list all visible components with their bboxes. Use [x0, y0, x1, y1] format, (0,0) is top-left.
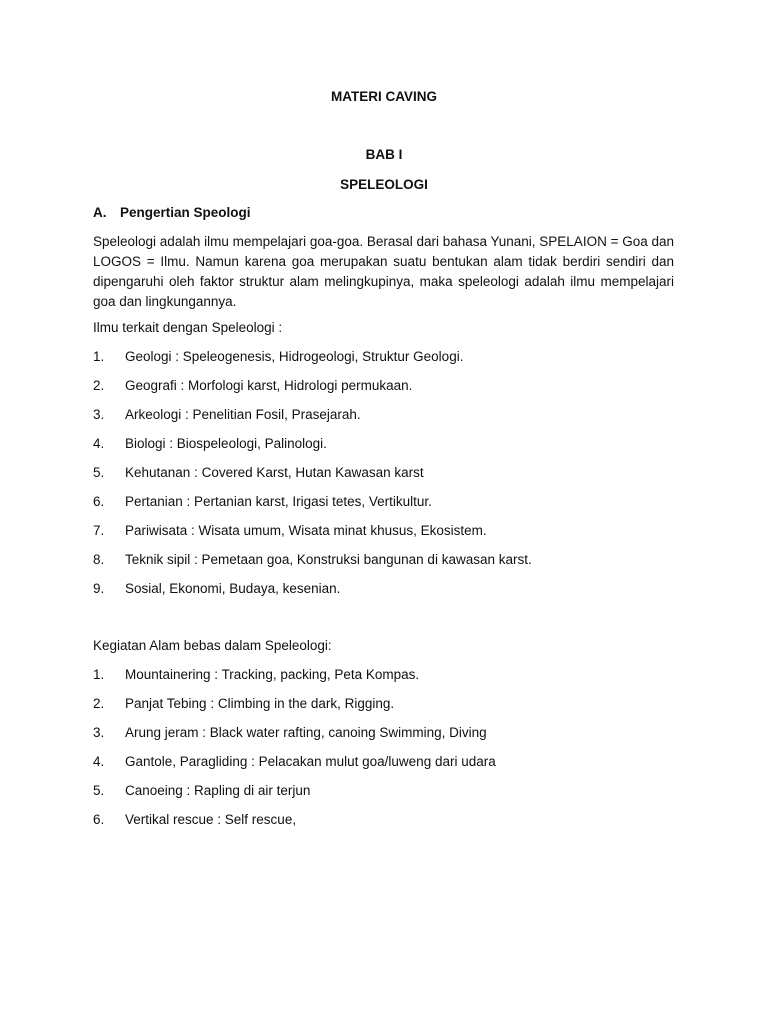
list-text: Geologi : Speleogenesis, Hidrogeologi, Struktur Geologi. [125, 349, 464, 364]
list-number: 9. [93, 581, 105, 596]
definition-paragraph: Speleologi adalah ilmu mempelajari goa-goa. Berasal dari bahasa Yunani, SPELAION = Goa dan LOGOS = Ilmu. Namun karena goa merupakan suatu bentukan alam tidak berdiri sendiri dan dipengaruhi oleh faktor struktur alam melingkupinya, maka speleologi adalah ilmu mempelajari goa dan lingkungannya. [93, 234, 674, 309]
list-number: 3. [93, 725, 105, 740]
related-list-item [93, 435, 327, 453]
list-number: 4. [93, 754, 105, 769]
list-number: 5. [93, 783, 105, 798]
related-list-item [93, 580, 340, 598]
list-number: 5. [93, 465, 105, 480]
related-list-item [93, 377, 412, 395]
list-text: Canoeing : Rapling di air terjun [125, 783, 311, 798]
activity-list-item [93, 753, 496, 771]
related-list-item [93, 406, 361, 424]
document-title: MATERI CAVING [331, 89, 437, 104]
list-number: 8. [93, 552, 105, 567]
list-number: 1. [93, 667, 105, 682]
activity-list-item [93, 666, 419, 684]
list-text: Arkeologi : Penelitian Fosil, Prasejarah. [125, 407, 361, 422]
activity-list-item [93, 695, 394, 713]
section-heading-text: Pengertian Speologi [120, 205, 251, 220]
list-text: Mountainering : Tracking, packing, Peta Kompas. [125, 667, 420, 682]
list-number: 2. [93, 696, 105, 711]
list-text: Sosial, Ekonomi, Budaya, kesenian. [125, 581, 341, 596]
activity-list-item [93, 811, 296, 829]
related-sciences-intro: Ilmu terkait dengan Speleologi : [93, 320, 283, 335]
section-heading [93, 204, 251, 222]
list-number: 4. [93, 436, 105, 451]
list-number: 6. [93, 812, 105, 827]
list-text: Biologi : Biospeleologi, Palinologi. [125, 436, 327, 451]
list-number: 1. [93, 349, 105, 364]
chapter-title: SPELEOLOGI [340, 177, 428, 192]
activity-list-item [93, 782, 310, 800]
list-text: Arung jeram : Black water rafting, canoing Swimming, Diving [125, 725, 487, 740]
activity-list-item [93, 724, 487, 742]
section-letter: A. [93, 205, 107, 220]
list-number: 7. [93, 523, 105, 538]
related-list-item [93, 348, 463, 366]
list-text: Vertikal rescue : Self rescue, [125, 812, 297, 827]
list-text: Geografi : Morfologi karst, Hidrologi permukaan. [125, 378, 413, 393]
list-text: Teknik sipil : Pemetaan goa, Konstruksi bangunan di kawasan karst. [125, 552, 532, 567]
list-text: Gantole, Paragliding : Pelacakan mulut goa/luweng dari udara [125, 754, 496, 769]
list-number: 6. [93, 494, 105, 509]
related-list-item [93, 493, 432, 511]
related-list-item [93, 464, 424, 482]
list-text: Kehutanan : Covered Karst, Hutan Kawasan karst [125, 465, 424, 480]
related-list-item [93, 551, 532, 569]
chapter-label: BAB I [365, 147, 403, 162]
list-number: 2. [93, 378, 105, 393]
list-text: Pariwisata : Wisata umum, Wisata minat khusus, Ekosistem. [125, 523, 487, 538]
related-list-item [93, 522, 487, 540]
list-number: 3. [93, 407, 105, 422]
list-text: Pertanian : Pertanian karst, Irigasi tetes, Vertikultur. [125, 494, 432, 509]
activities-intro: Kegiatan Alam bebas dalam Speleologi: [93, 638, 332, 653]
list-text: Panjat Tebing : Climbing in the dark, Rigging. [125, 696, 395, 711]
